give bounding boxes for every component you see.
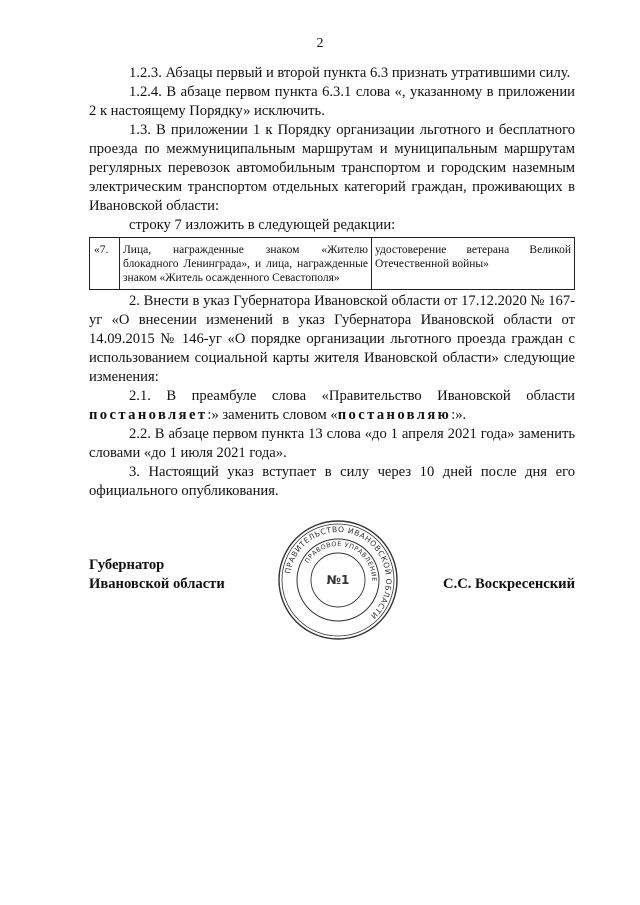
seal-inner-text-path: ПРАВОВОЕ УПРАВЛЕНИЕ bbox=[303, 539, 379, 582]
amendment-table bbox=[89, 237, 575, 290]
paragraph-row-7-intro: строку 7 изложить в следующей редакции: bbox=[129, 217, 396, 233]
table-cell-category: Лица, награжденные знаком «Жителю блокадного Ленинграда», и лица, награжденные знаком «Житель осажденного Севастополя» bbox=[120, 238, 372, 290]
table-cell-document: удостоверение ветерана Великой Отечественной войны» bbox=[372, 238, 575, 290]
position-line-1: Губернатор bbox=[89, 557, 165, 573]
page-number: 2 bbox=[316, 36, 324, 51]
paragraph-1-2-3: 1.2.3. Абзацы первый и второй пункта 6.3 признать утратившими силу. bbox=[129, 65, 571, 81]
position-line-2: Ивановской области bbox=[89, 576, 225, 592]
seal-outer-text-path: ПРАВИТЕЛЬСТВО ИВАНОВСКОЙ ОБЛАСТИ bbox=[283, 524, 394, 621]
spaced-new-word: постановляю bbox=[337, 407, 452, 423]
paragraph-2-1-before: 2.1. В преамбуле слова «Правительство Ивановской области bbox=[129, 388, 575, 404]
paragraph-2-1-middle: :» заменить словом « bbox=[207, 407, 338, 423]
paragraph-2-2: 2.2. В абзаце первом пункта 13 слова «до 1 апреля 2021 года» заменить словами «до 1 июля 2021 года». bbox=[89, 426, 575, 461]
paragraph-3: 3. Настоящий указ вступает в силу через 10 дней после дня его официального опубликования. bbox=[89, 464, 575, 499]
table-cell-row-number: «7. bbox=[90, 238, 120, 290]
paragraph-2: 2. Внести в указ Губернатора Ивановской области от 17.12.2020 № 167-уг «О внесении изменений в указ Губернатора Ивановской области от 14.09.2015 № 146-уг «О порядке организации льготного проезда граждан с использованием социальной карты жителя Ивановской области» следующие изменения: bbox=[89, 293, 575, 385]
signatory-name: С.С. Воскресенский bbox=[443, 576, 575, 592]
paragraph-1-2-4: 1.2.4. В абзаце первом пункта 6.3.1 слова «, указанному в приложении 2 к настоящему Порядку» исключить. bbox=[89, 84, 575, 119]
spaced-old-word: постановляет bbox=[89, 407, 208, 423]
paragraph-2-1-after: :». bbox=[451, 407, 467, 423]
official-seal bbox=[276, 518, 400, 642]
document-body bbox=[89, 64, 575, 501]
table-row bbox=[90, 238, 575, 290]
paragraph-1-3: 1.3. В приложении 1 к Порядку организации льготного и бесплатного проезда по межмуниципальным маршрутам и муниципальным маршрутам регулярных перевозок автомобильным транспортом и городским наземным электрическим транспортом отдельных категорий граждан, проживающих в Ивановской области: bbox=[89, 122, 575, 214]
paragraph-2-1 bbox=[89, 387, 575, 425]
signatory-position bbox=[89, 556, 225, 594]
seal-number: №1 bbox=[326, 573, 350, 587]
